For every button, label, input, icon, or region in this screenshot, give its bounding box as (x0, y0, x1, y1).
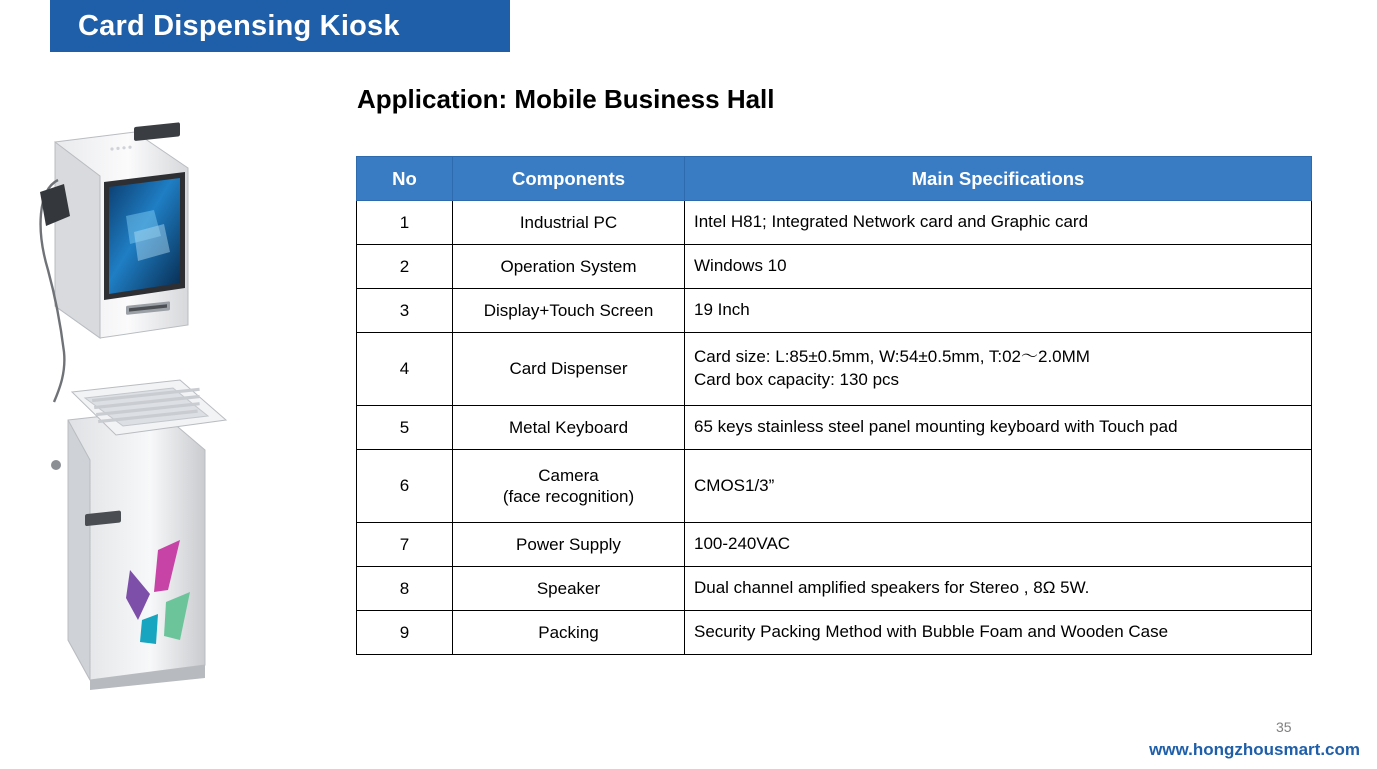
spec-line: CMOS1/3” (694, 475, 775, 495)
cell-specification (685, 245, 1312, 289)
spec-line: Intel H81; Integrated Network card and Graphic card (694, 212, 1089, 232)
cell-component: Display+Touch Screen (453, 289, 685, 333)
column-header-components: Components (453, 157, 685, 201)
slide-title-bar (0, 0, 510, 52)
cell-no: 9 (357, 611, 453, 655)
kiosk-product-image (30, 120, 330, 690)
column-header-main-specifications: Main Specifications (685, 157, 1312, 201)
cell-component (453, 450, 685, 523)
cell-component: Metal Keyboard (453, 406, 685, 450)
cell-no: 1 (357, 201, 453, 245)
cell-specification (685, 611, 1312, 655)
spec-line: Security Packing Method with Bubble Foam and Wooden Case (694, 622, 1169, 642)
component-line: (face recognition) (502, 487, 635, 506)
cell-component: Speaker (453, 567, 685, 611)
cell-no: 8 (357, 567, 453, 611)
table-row (357, 523, 1312, 567)
cell-component: Operation System (453, 245, 685, 289)
cell-component: Packing (453, 611, 685, 655)
table-row (357, 289, 1312, 333)
spec-line: 100-240VAC (694, 534, 791, 554)
cell-no: 5 (357, 406, 453, 450)
cell-specification (685, 406, 1312, 450)
spec-line: Dual channel amplified speakers for Stereo , 8Ω 5W. (694, 578, 1090, 598)
table-row (357, 611, 1312, 655)
cell-no: 6 (357, 450, 453, 523)
cell-specification (685, 523, 1312, 567)
spec-line: Card box capacity: 130 pcs (694, 370, 900, 389)
page-number: 35 (1276, 719, 1292, 735)
cell-component: Power Supply (453, 523, 685, 567)
spec-line: 19 Inch (694, 300, 750, 320)
component-line: Camera (538, 465, 599, 485)
table-header-row (357, 157, 1312, 201)
footer-website-link[interactable]: www.hongzhousmart.com (1149, 740, 1360, 759)
cell-specification (685, 201, 1312, 245)
column-header-no: No (357, 157, 453, 201)
table-row (357, 245, 1312, 289)
specifications-table (356, 156, 1312, 655)
cell-specification (685, 567, 1312, 611)
spec-line: Windows 10 (694, 256, 787, 276)
cell-no: 4 (357, 333, 453, 406)
table-row (357, 201, 1312, 245)
spec-line: 65 keys stainless steel panel mounting keyboard with Touch pad (694, 417, 1178, 437)
table-row (357, 333, 1312, 406)
table-row (357, 450, 1312, 523)
cell-component: Industrial PC (453, 201, 685, 245)
table-row (357, 567, 1312, 611)
cell-component: Card Dispenser (453, 333, 685, 406)
cell-no: 2 (357, 245, 453, 289)
spec-line: Card size: L:85±0.5mm, W:54±0.5mm, T:02～2.0MM (694, 347, 1090, 367)
cell-specification (685, 333, 1312, 406)
cell-no: 7 (357, 523, 453, 567)
cell-specification (685, 450, 1312, 523)
title-bar-accent (0, 0, 50, 52)
page-title: Card Dispensing Kiosk (78, 9, 400, 42)
application-heading: Application: Mobile Business Hall (357, 84, 775, 114)
cell-specification (685, 289, 1312, 333)
cell-no: 3 (357, 289, 453, 333)
table-row (357, 406, 1312, 450)
